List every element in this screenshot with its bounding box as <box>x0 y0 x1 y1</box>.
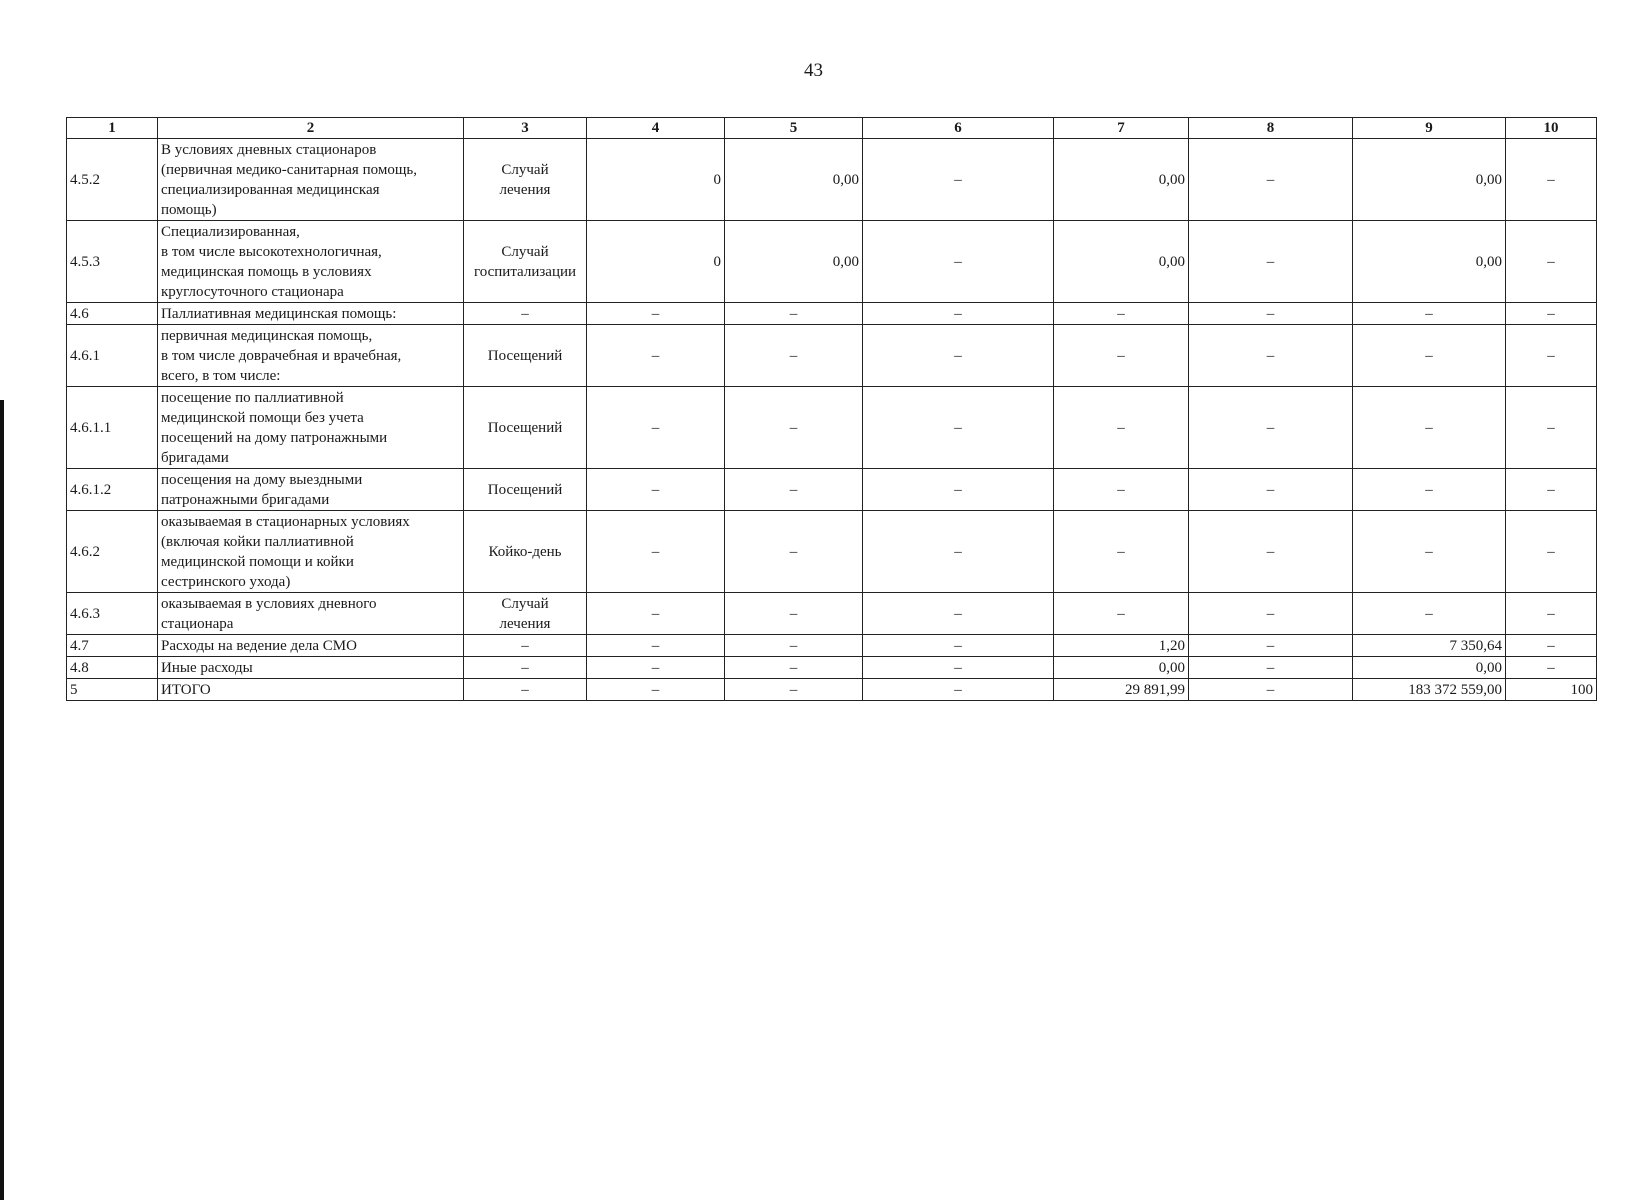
row-name <box>158 387 464 469</box>
column-header: 6 <box>863 118 1054 139</box>
cell-c6: – <box>863 469 1054 511</box>
column-header: 4 <box>587 118 725 139</box>
row-name-line: оказываемая в стационарных условиях <box>161 513 410 530</box>
cell-c8: – <box>1189 593 1353 635</box>
scan-edge-shadow <box>0 400 4 1200</box>
cell-c8: – <box>1189 139 1353 221</box>
cell-c5: – <box>725 511 863 593</box>
column-header: 2 <box>158 118 464 139</box>
table-body <box>67 139 1597 701</box>
cell-c4: – <box>587 635 725 657</box>
row-name-line: всего, в том числе: <box>161 367 281 384</box>
cell-c10: – <box>1506 387 1597 469</box>
row-unit-line: Посещений <box>487 347 563 364</box>
cell-c4: – <box>587 679 725 701</box>
column-header: 9 <box>1353 118 1506 139</box>
row-unit <box>464 679 587 701</box>
cell-c5: – <box>725 303 863 325</box>
row-name-line: в том числе высокотехнологичная, <box>161 243 382 260</box>
cell-c8: – <box>1189 303 1353 325</box>
cell-c9: – <box>1353 325 1506 387</box>
cell-c4: – <box>587 511 725 593</box>
cell-c9: 0,00 <box>1353 139 1506 221</box>
cell-c7: – <box>1054 303 1189 325</box>
row-unit-line: Посещений <box>487 419 563 436</box>
cell-c6: – <box>863 635 1054 657</box>
row-name <box>158 635 464 657</box>
row-unit <box>464 593 587 635</box>
row-name-line: посещение по паллиативной <box>161 389 344 406</box>
cell-c4: – <box>587 303 725 325</box>
row-unit <box>464 511 587 593</box>
row-unit-line: лечения <box>499 615 551 632</box>
row-name-line: Иные расходы <box>161 659 253 676</box>
cell-c10: – <box>1506 325 1597 387</box>
row-unit <box>464 325 587 387</box>
row-name-line: медицинской помощи и койки <box>161 553 354 570</box>
row-code: 4.8 <box>67 657 158 679</box>
row-name <box>158 657 464 679</box>
cell-c5: – <box>725 387 863 469</box>
cell-c6: – <box>863 593 1054 635</box>
cell-c9: 0,00 <box>1353 221 1506 303</box>
cell-c5: – <box>725 635 863 657</box>
cell-c8: – <box>1189 325 1353 387</box>
table-row <box>67 469 1597 511</box>
row-name-line: ИТОГО <box>161 681 211 698</box>
row-unit <box>464 635 587 657</box>
row-code: 4.6.2 <box>67 511 158 593</box>
column-header: 10 <box>1506 118 1597 139</box>
row-code: 4.6 <box>67 303 158 325</box>
table-row <box>67 139 1597 221</box>
row-name <box>158 679 464 701</box>
cell-c6: – <box>863 511 1054 593</box>
row-unit-line: – <box>521 681 529 698</box>
cell-c10: – <box>1506 511 1597 593</box>
row-unit <box>464 469 587 511</box>
cell-c6: – <box>863 303 1054 325</box>
row-name <box>158 303 464 325</box>
cell-c4: – <box>587 593 725 635</box>
table-row <box>67 387 1597 469</box>
row-unit-line: – <box>521 637 529 654</box>
row-name-line: (включая койки паллиативной <box>161 533 354 550</box>
row-name <box>158 511 464 593</box>
cell-c5: – <box>725 657 863 679</box>
row-unit <box>464 387 587 469</box>
row-name-line: медицинская помощь в условиях <box>161 263 372 280</box>
row-unit-line: Посещений <box>487 481 563 498</box>
row-name-line: сестринского ухода) <box>161 573 291 590</box>
row-name-line: помощь) <box>161 201 217 218</box>
cell-c10: – <box>1506 593 1597 635</box>
cell-c9: – <box>1353 593 1506 635</box>
row-unit-line: лечения <box>499 181 551 198</box>
row-name <box>158 593 464 635</box>
cell-c7: 29 891,99 <box>1054 679 1189 701</box>
cell-c7: 1,20 <box>1054 635 1189 657</box>
cell-c5: 0,00 <box>725 221 863 303</box>
cell-c10: – <box>1506 221 1597 303</box>
cell-c7: 0,00 <box>1054 221 1189 303</box>
row-name-line: круглосуточного стационара <box>161 283 344 300</box>
cell-c4: – <box>587 469 725 511</box>
row-code: 4.6.1.1 <box>67 387 158 469</box>
row-name-line: Расходы на ведение дела СМО <box>161 637 357 654</box>
cell-c8: – <box>1189 679 1353 701</box>
cell-c10: – <box>1506 303 1597 325</box>
row-unit-line: Случай <box>501 161 549 178</box>
cell-c9: – <box>1353 511 1506 593</box>
row-code: 4.6.1 <box>67 325 158 387</box>
table-row <box>67 325 1597 387</box>
row-name-line: медицинской помощи без учета <box>161 409 364 426</box>
cell-c5: – <box>725 679 863 701</box>
table-row <box>67 221 1597 303</box>
cell-c8: – <box>1189 635 1353 657</box>
cell-c8: – <box>1189 469 1353 511</box>
table-row <box>67 511 1597 593</box>
cell-c7: 0,00 <box>1054 657 1189 679</box>
row-name-line: бригадами <box>161 449 229 466</box>
cell-c10: – <box>1506 657 1597 679</box>
column-header: 7 <box>1054 118 1189 139</box>
cell-c6: – <box>863 657 1054 679</box>
cell-c10: – <box>1506 469 1597 511</box>
cell-c7: – <box>1054 325 1189 387</box>
financing-table <box>66 117 1597 701</box>
cell-c4: – <box>587 325 725 387</box>
row-unit <box>464 221 587 303</box>
page-number: 43 <box>804 60 823 81</box>
cell-c5: 0,00 <box>725 139 863 221</box>
cell-c4: – <box>587 657 725 679</box>
row-unit-line: Случай <box>501 595 549 612</box>
row-unit <box>464 139 587 221</box>
cell-c7: – <box>1054 387 1189 469</box>
cell-c7: – <box>1054 511 1189 593</box>
cell-c5: – <box>725 593 863 635</box>
table-row <box>67 303 1597 325</box>
row-unit <box>464 657 587 679</box>
cell-c9: – <box>1353 303 1506 325</box>
table-row <box>67 635 1597 657</box>
row-name-line: посещений на дому патронажными <box>161 429 388 446</box>
cell-c6: – <box>863 139 1054 221</box>
cell-c4: 0 <box>587 139 725 221</box>
cell-c9: 0,00 <box>1353 657 1506 679</box>
cell-c9: – <box>1353 387 1506 469</box>
cell-c10: – <box>1506 139 1597 221</box>
cell-c8: – <box>1189 511 1353 593</box>
row-unit-line: госпитализации <box>473 263 577 280</box>
row-name <box>158 221 464 303</box>
row-code: 5 <box>67 679 158 701</box>
row-code: 4.6.1.2 <box>67 469 158 511</box>
column-header: 1 <box>67 118 158 139</box>
cell-c6: – <box>863 325 1054 387</box>
cell-c6: – <box>863 221 1054 303</box>
cell-c7: 0,00 <box>1054 139 1189 221</box>
row-code: 4.6.3 <box>67 593 158 635</box>
header-row <box>67 118 1597 139</box>
row-name-line: стационара <box>161 615 234 632</box>
row-unit <box>464 303 587 325</box>
row-name-line: (первичная медико-санитарная помощь, <box>161 161 417 178</box>
cell-c9: 7 350,64 <box>1353 635 1506 657</box>
column-header: 8 <box>1189 118 1353 139</box>
row-name-line: патронажными бригадами <box>161 491 330 508</box>
row-unit-line: – <box>521 659 529 676</box>
cell-c4: 0 <box>587 221 725 303</box>
row-name-line: специализированная медицинская <box>161 181 380 198</box>
row-unit-line: Койко-день <box>488 543 562 560</box>
row-name-line: В условиях дневных стационаров <box>161 141 377 158</box>
cell-c8: – <box>1189 387 1353 469</box>
cell-c5: – <box>725 469 863 511</box>
row-unit-line: – <box>521 305 529 322</box>
cell-c4: – <box>587 387 725 469</box>
row-name-line: посещения на дому выездными <box>161 471 363 488</box>
table-row <box>67 679 1597 701</box>
cell-c7: – <box>1054 593 1189 635</box>
row-code: 4.5.3 <box>67 221 158 303</box>
cell-c8: – <box>1189 657 1353 679</box>
column-header: 3 <box>464 118 587 139</box>
cell-c9: 183 372 559,00 <box>1353 679 1506 701</box>
column-header: 5 <box>725 118 863 139</box>
table-row <box>67 657 1597 679</box>
row-name-line: в том числе доврачебная и врачебная, <box>161 347 402 364</box>
row-code: 4.5.2 <box>67 139 158 221</box>
row-name-line: Паллиативная медицинская помощь: <box>161 305 397 322</box>
row-name <box>158 139 464 221</box>
row-name-line: оказываемая в условиях дневного <box>161 595 377 612</box>
cell-c6: – <box>863 679 1054 701</box>
row-name-line: первичная медицинская помощь, <box>161 327 373 344</box>
row-name <box>158 325 464 387</box>
cell-c8: – <box>1189 221 1353 303</box>
cell-c7: – <box>1054 469 1189 511</box>
table-row <box>67 593 1597 635</box>
cell-c5: – <box>725 325 863 387</box>
cell-c9: – <box>1353 469 1506 511</box>
cell-c10: – <box>1506 635 1597 657</box>
row-name-line: Специализированная, <box>161 223 300 240</box>
row-unit-line: Случай <box>501 243 549 260</box>
cell-c6: – <box>863 387 1054 469</box>
row-code: 4.7 <box>67 635 158 657</box>
cell-c10: 100 <box>1506 679 1597 701</box>
row-name <box>158 469 464 511</box>
